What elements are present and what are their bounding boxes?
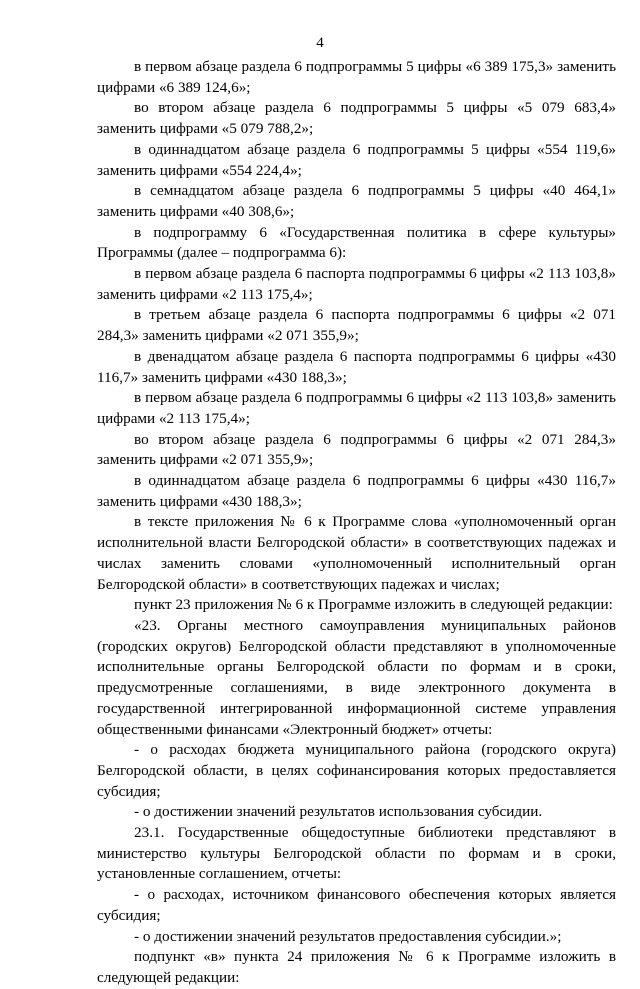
paragraph: - о достижении значений результатов использования субсидии. <box>134 803 543 821</box>
page-number: 4 <box>316 35 324 51</box>
paragraph: 23.1. Государственные общедоступные библиотеки представляют в министерство культуры Белгородской области по формам и в сроки, установленные соглашением, отчеты: <box>97 824 616 883</box>
paragraph: в первом абзаце раздела 6 подпрограммы 6 цифры «2 113 103,8» заменить цифрами «2 113 175,4»; <box>97 389 616 427</box>
paragraph: во втором абзаце раздела 6 подпрограммы 6 цифры «2 071 284,3» заменить цифрами «2 071 355,9»; <box>97 430 616 469</box>
paragraph: в первом абзаце раздела 6 паспорта подпрограммы 6 цифры «2 113 103,8» заменить цифрами «2 113 175,4»; <box>97 265 616 303</box>
paragraph: подпункт «в» пункта 24 приложения № 6 к Программе изложить в следующей редакции: <box>97 948 616 986</box>
paragraph: - о достижении значений результатов предоставления субсидии.»; <box>134 927 562 945</box>
document-body <box>97 57 616 989</box>
paragraph: в подпрограмму 6 «Государственная политика в сфере культуры» Программы (далее – подпрограмма 6): <box>97 223 616 262</box>
paragraph: пункт 23 приложения № 6 к Программе изложить в следующей редакции: <box>134 596 613 614</box>
paragraph: в семнадцатом абзаце раздела 6 подпрограммы 5 цифры «40 464,1» заменить цифрами «40 308,6»; <box>97 182 616 220</box>
paragraph: в первом абзаце раздела 6 подпрограммы 5 цифры «6 389 175,3» заменить цифрами «6 389 124,6»; <box>97 58 616 96</box>
paragraph: во втором абзаце раздела 6 подпрограммы 5 цифры «5 079 683,4» заменить цифрами «5 079 788,2»; <box>97 99 616 138</box>
paragraph: в одиннадцатом абзаце раздела 6 подпрограммы 5 цифры «554 119,6» заменить цифрами «554 224,4»; <box>97 140 616 179</box>
paragraph: - о расходах, источником финансового обеспечения которых является субсидия; <box>97 886 616 924</box>
paragraph: в одиннадцатом абзаце раздела 6 подпрограммы 6 цифры «430 116,7» заменить цифрами «430 188,3»; <box>97 472 616 510</box>
paragraph: - о расходах бюджета муниципального района (городского округа) Белгородской области, в целях софинансирования которых предоставляется субсидия; <box>97 741 616 800</box>
paragraph: «23. Органы местного самоуправления муниципальных районов (городских округов) Белгородской области представляют в уполномоченные исполнительные органы Белгородской области по формам и в сроки, предусмотренные соглашениями, в виде электронного документа в государственной интегрированной информационной системе управления общественными финансами «Электронный бюджет» отчеты: <box>97 616 616 738</box>
paragraph: в тексте приложения № 6 к Программе слова «уполномоченный орган исполнительной власти Белгородской области» в соответствующих падежах и числах заменить словами «уполномоченный исполнительный орган Белгородской области» в соответствующих падежах и числах; <box>97 513 616 593</box>
paragraph: в двенадцатом абзаце раздела 6 паспорта подпрограммы 6 цифры «430 116,7» заменить цифрами «430 188,3»; <box>97 347 616 386</box>
paragraph: в третьем абзаце раздела 6 паспорта подпрограммы 6 цифры «2 071 284,3» заменить цифрами «2 071 355,9»; <box>97 306 616 345</box>
